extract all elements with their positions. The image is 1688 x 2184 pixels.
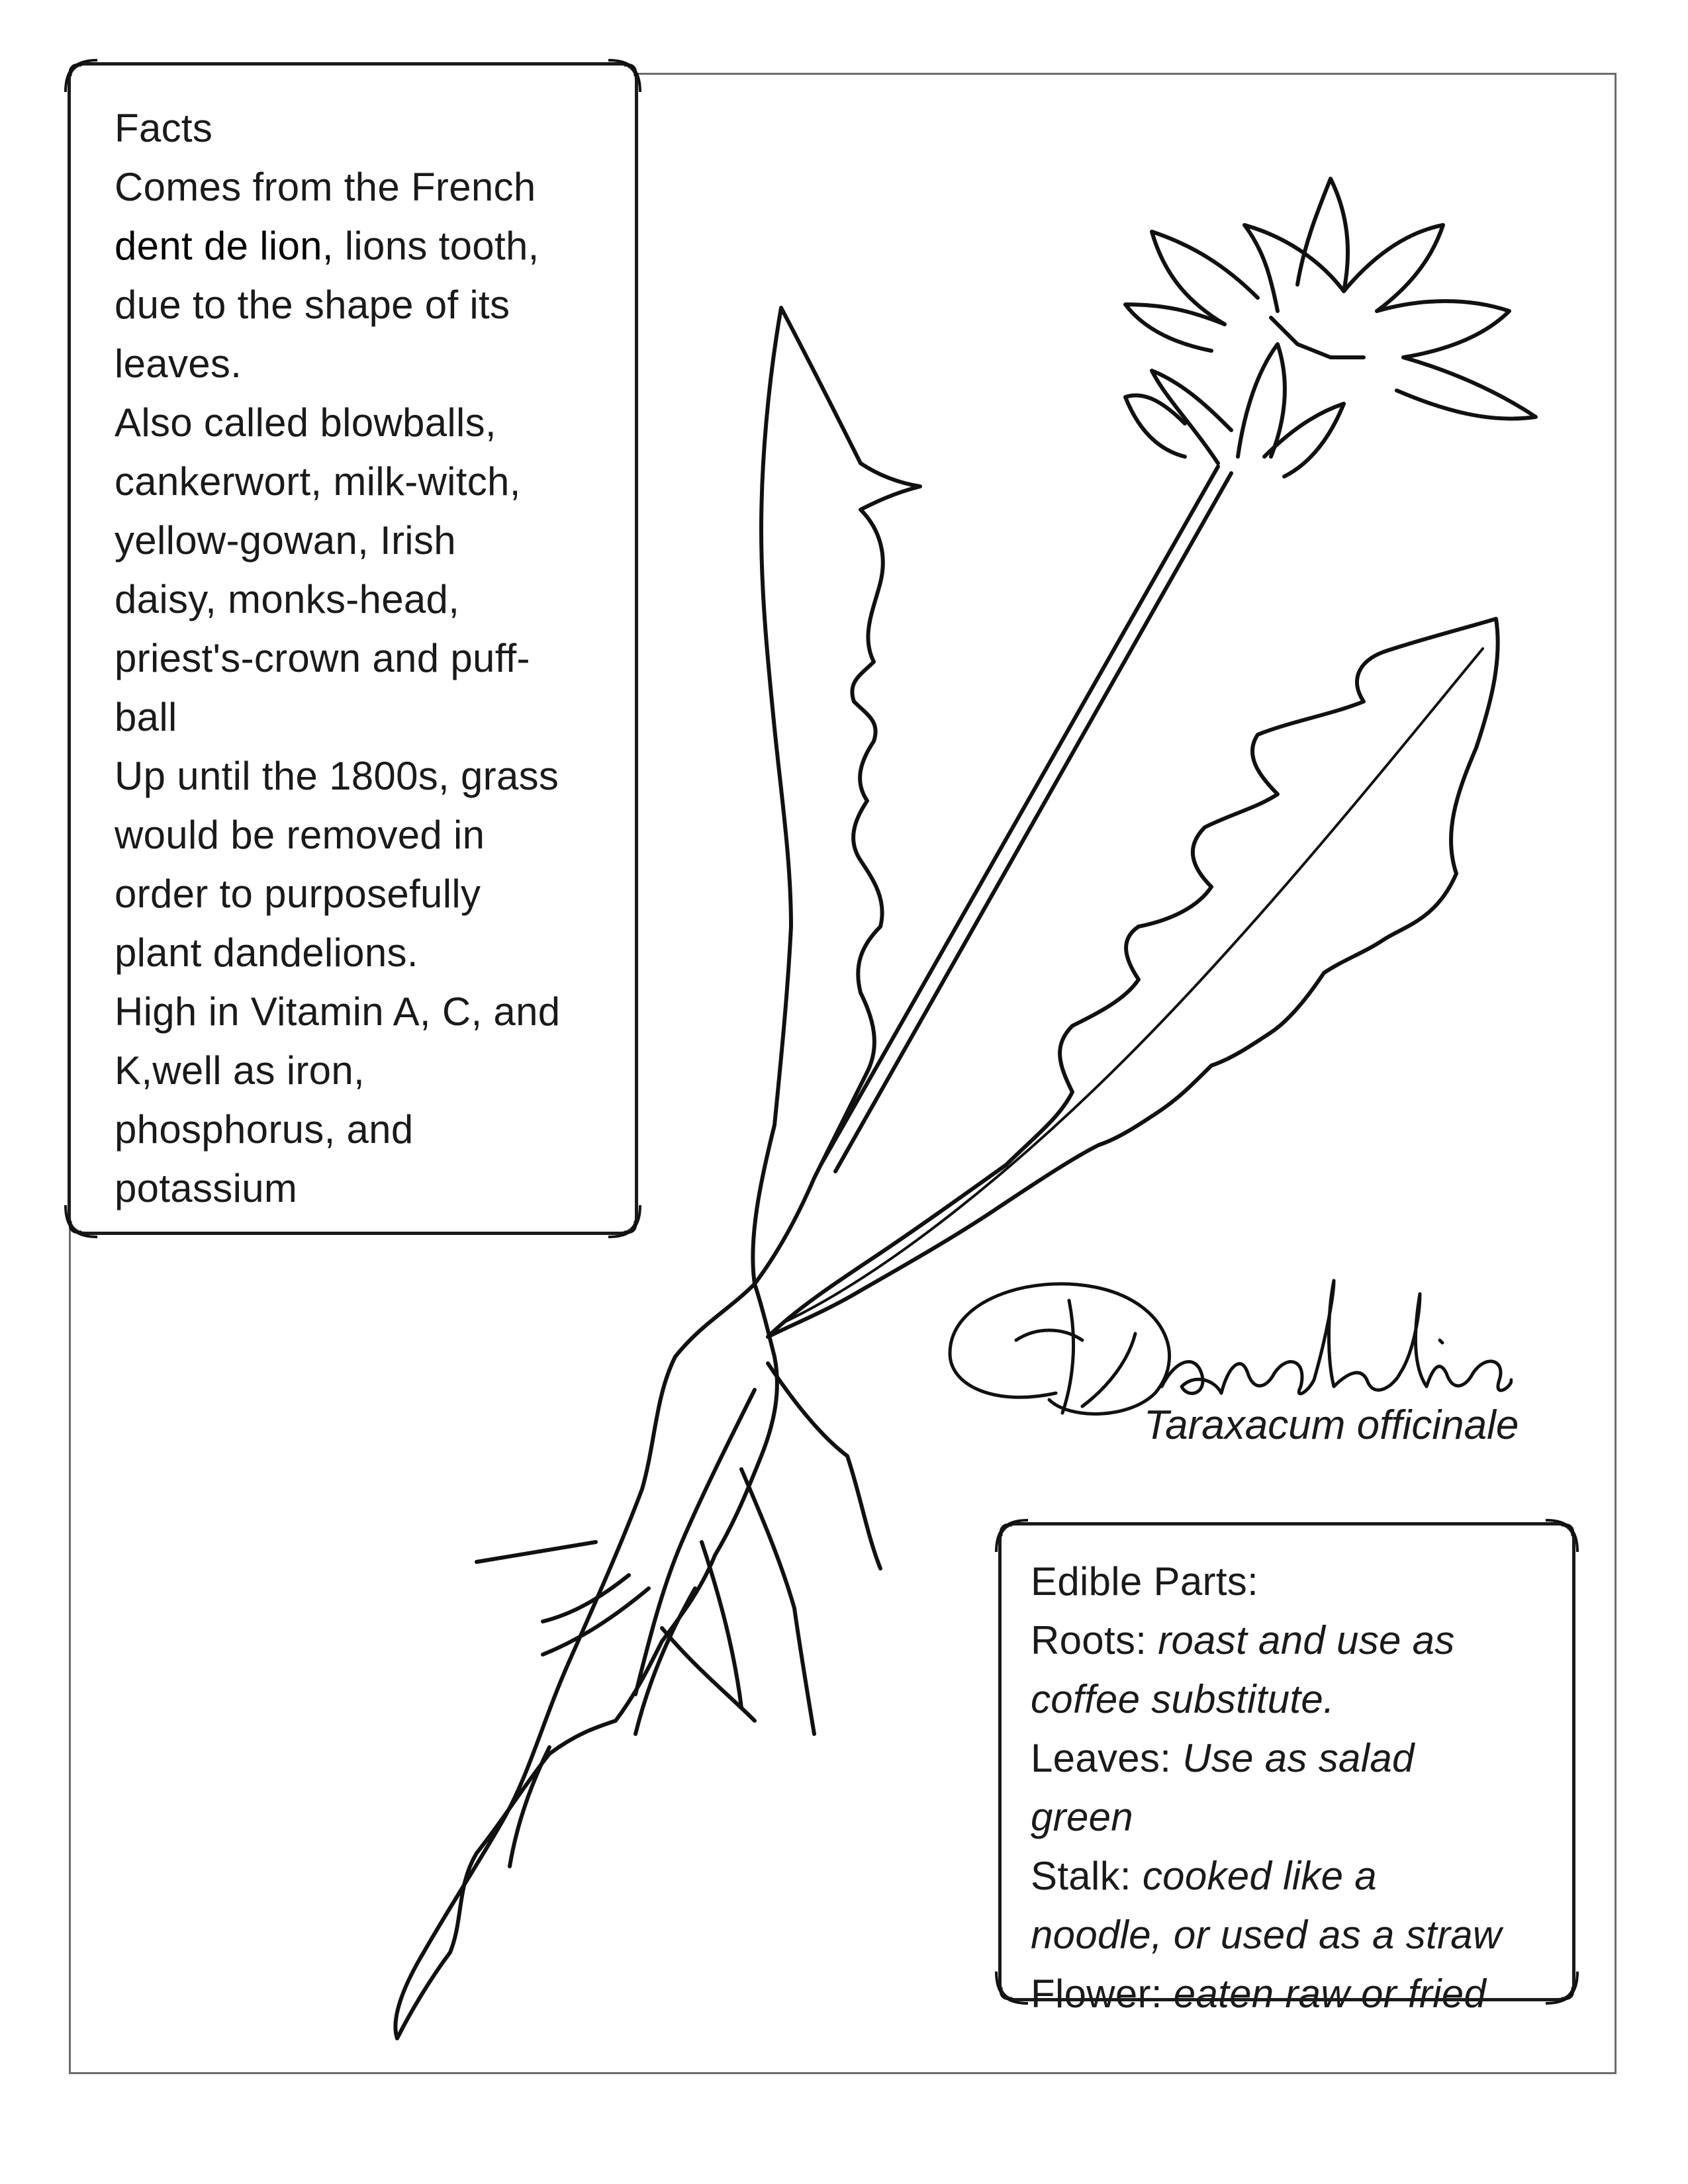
text-line [1031,1788,1572,1846]
text-run: Leaves: [1031,1736,1183,1780]
text-run: potassium [115,1166,298,1210]
text-line [115,570,635,629]
facts-lines [115,158,635,1218]
text-run: cankerwort, milk-witch, [115,459,521,504]
text-run: leaves. [115,341,242,386]
text-run: Stalk: [1031,1854,1143,1898]
text-line [115,511,635,570]
text-run: Comes from the French [115,165,536,209]
text-line [115,923,635,982]
corner-ornament-icon [992,1516,1032,1556]
text-line [115,216,635,275]
text-run: Up until the 1800s, grass [115,754,559,798]
text-run: yellow-gowan, Irish [115,518,456,563]
text-run: K,well as iron, [115,1048,365,1093]
facts-heading: Facts [115,106,213,150]
corner-ornament-icon [62,1201,101,1241]
facts-text [115,99,635,1218]
text-run: noodle, or used as a straw [1031,1913,1502,1957]
corner-ornament-icon [992,1968,1032,2007]
text-run: Use as salad [1182,1736,1415,1780]
text-run: Roots: [1031,1618,1158,1662]
text-run: dent de lion, [115,224,334,268]
text-run: Flower: [1031,1972,1174,2016]
text-line [115,864,635,923]
text-line [1031,1964,1572,2023]
right-leaf [768,619,1498,1337]
text-run: Also called blowballs, [115,400,496,445]
text-run: cooked like a [1142,1854,1377,1898]
text-run: lions tooth, [333,224,539,268]
text-run: ball [115,695,177,739]
text-run: would be removed in [115,813,485,857]
text-line [1031,1611,1572,1670]
text-run: coffee substitute. [1031,1677,1335,1721]
text-line [115,1100,635,1159]
text-line [115,629,635,688]
edible-parts-card [998,1522,1575,2016]
text-line [115,982,635,1041]
facts-card [68,62,638,1235]
text-run: roast and use as [1158,1618,1455,1662]
text-run: plant dandelions. [115,931,418,975]
text-run: High in Vitamin A, C, and [115,989,561,1034]
edible-text [1031,1552,1572,2023]
text-run: priest's-crown and puff- [115,636,530,680]
text-line [115,688,635,747]
text-line [1031,1905,1572,1964]
text-line [115,275,635,334]
text-run: order to purposefully [115,872,481,916]
corner-ornament-icon [1542,1516,1581,1556]
text-run: green [1031,1795,1133,1839]
corner-ornament-icon [1542,1968,1581,2007]
text-line [115,334,635,393]
text-line [115,452,635,511]
text-line [1031,1729,1572,1788]
text-line [115,747,635,805]
text-run: daisy, monks-head, [115,577,460,621]
text-run: phosphorus, and [115,1107,414,1152]
text-line [115,393,635,452]
flower-head [1125,179,1536,477]
corner-ornament-icon [604,56,644,96]
text-run: due to the shape of its [115,283,510,327]
text-line [115,158,635,216]
text-line [115,805,635,864]
edible-heading: Edible Parts: [1031,1559,1259,1604]
corner-ornament-icon [62,56,101,96]
text-run: eaten raw or fried [1173,1972,1487,2016]
text-line [1031,1670,1572,1729]
root [395,1284,777,2038]
text-line [115,1041,635,1100]
text-line [1031,1846,1572,1905]
species-name: Taraxacum officinale [1144,1402,1519,1448]
corner-ornament-icon [604,1201,644,1241]
text-line [115,1159,635,1218]
edible-lines [1031,1611,1572,2023]
